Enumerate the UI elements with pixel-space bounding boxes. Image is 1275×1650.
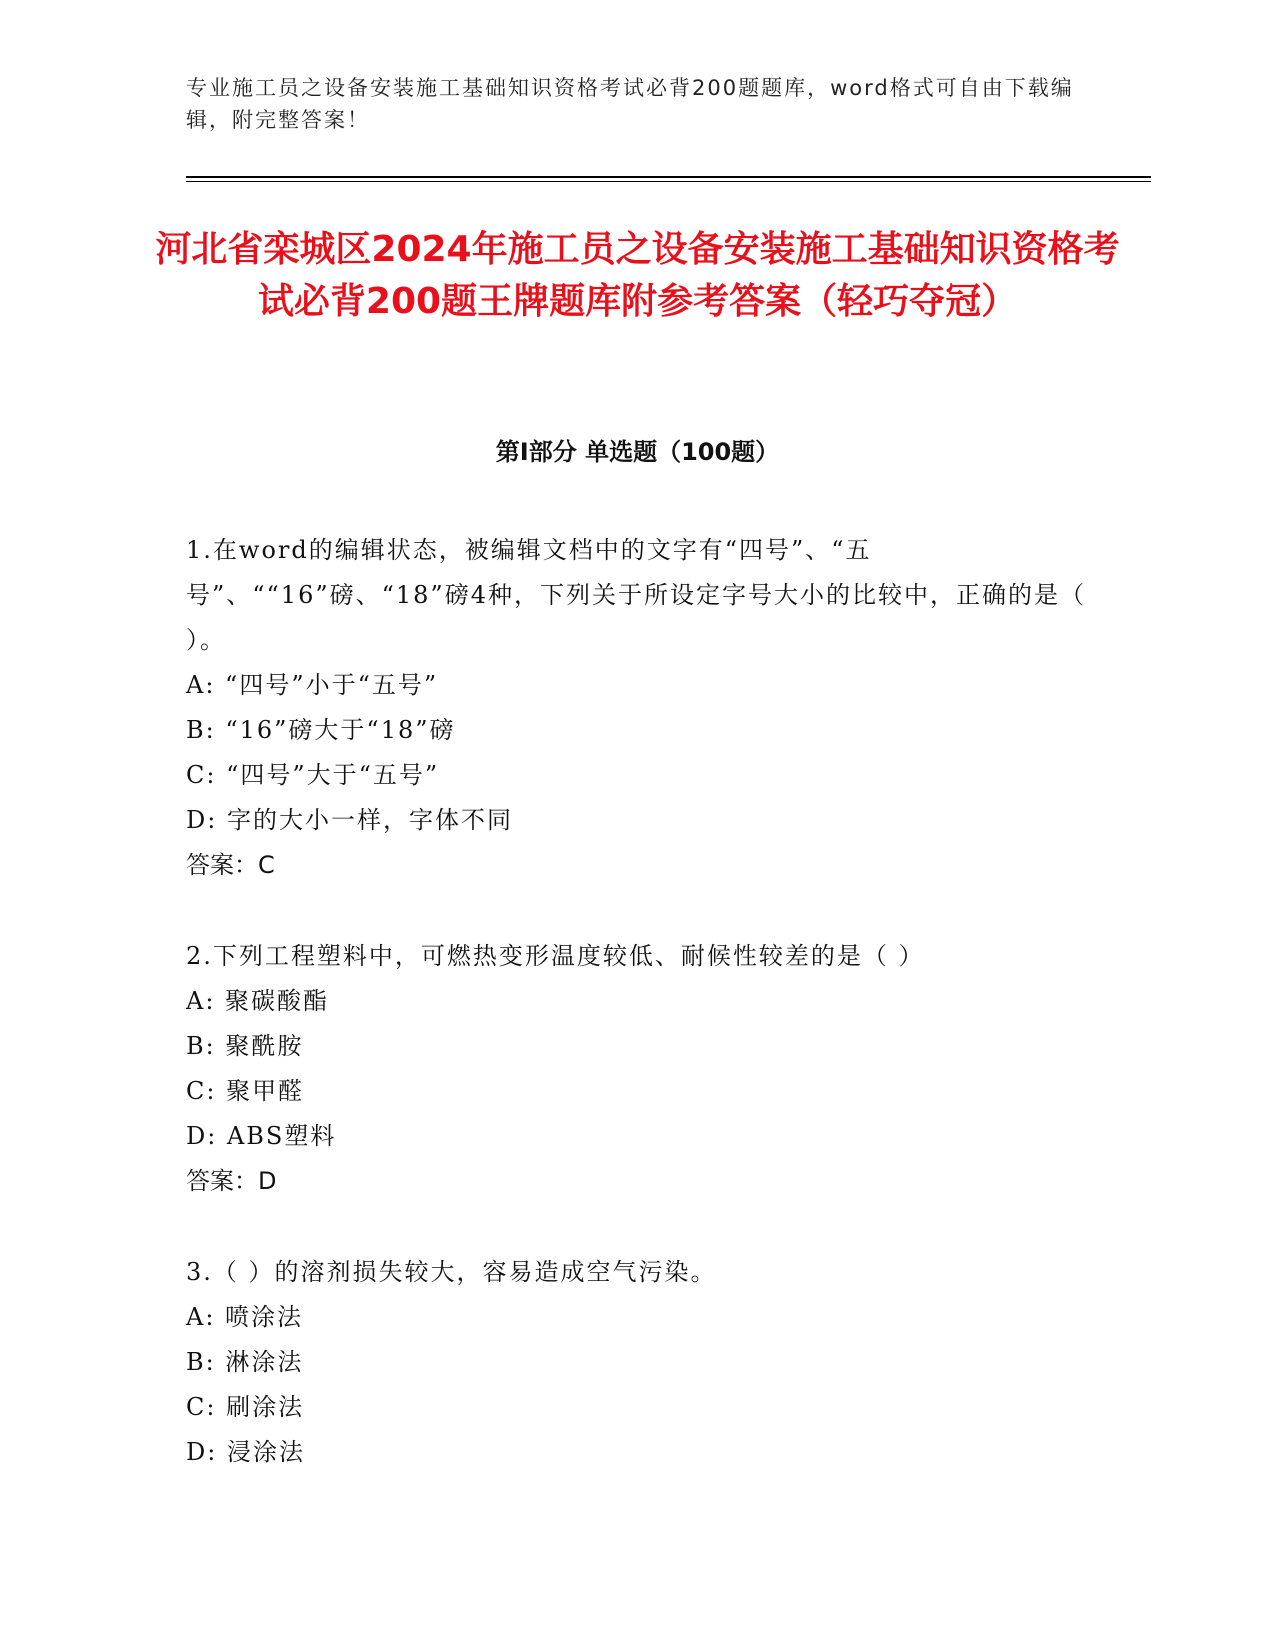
header-note: 专业施工员之设备安装施工基础知识资格考试必背200题题库，word格式可自由下载编辑，附完整答案！ <box>186 76 1074 132</box>
document-title: 河北省栾城区2024年施工员之设备安装施工基础知识资格考试必背200题王牌题库附参考答案（轻巧夺冠） <box>155 229 1120 322</box>
answer: 答案：D <box>186 1167 277 1195</box>
question-stem: 1.在word的编辑状态，被编辑文档中的文字有“四号”、“五号”、““16”磅、“18”磅4种，下列关于所设定字号大小的比较中，正确的是（ ）。 <box>186 536 1086 654</box>
option-b: B: 淋涂法 <box>186 1348 304 1376</box>
option-a: A: 聚碳酸酯 <box>186 987 330 1015</box>
question-1 <box>186 528 1086 888</box>
option-c: C: 聚甲醛 <box>186 1077 305 1105</box>
option-d: D: 浸涂法 <box>186 1438 305 1466</box>
option-a: A: “四号”小于“五号” <box>186 671 439 699</box>
answer: 答案：C <box>186 851 275 879</box>
option-c: C: “四号”大于“五号” <box>186 761 440 789</box>
question-stem: 2.下列工程塑料中，可燃热变形温度较低、耐候性较差的是（ ） <box>186 942 925 970</box>
question-2 <box>186 934 1086 1204</box>
header-rule-thin <box>186 181 1151 182</box>
section-title: 第I部分 单选题（100题） <box>495 438 780 466</box>
option-d: D: ABS塑料 <box>186 1122 337 1150</box>
question-list <box>186 528 1086 1521</box>
option-d: D: 字的大小一样，字体不同 <box>186 806 513 834</box>
option-b: B: 聚酰胺 <box>186 1032 304 1060</box>
option-a: A: 喷涂法 <box>186 1303 304 1331</box>
option-b: B: “16”磅大于“18”磅 <box>186 716 456 744</box>
header-rule-thick <box>186 176 1151 178</box>
question-stem: 3.（ ）的溶剂损失较大，容易造成空气污染。 <box>186 1258 717 1286</box>
option-c: C: 刷涂法 <box>186 1393 305 1421</box>
question-3 <box>186 1250 1086 1475</box>
